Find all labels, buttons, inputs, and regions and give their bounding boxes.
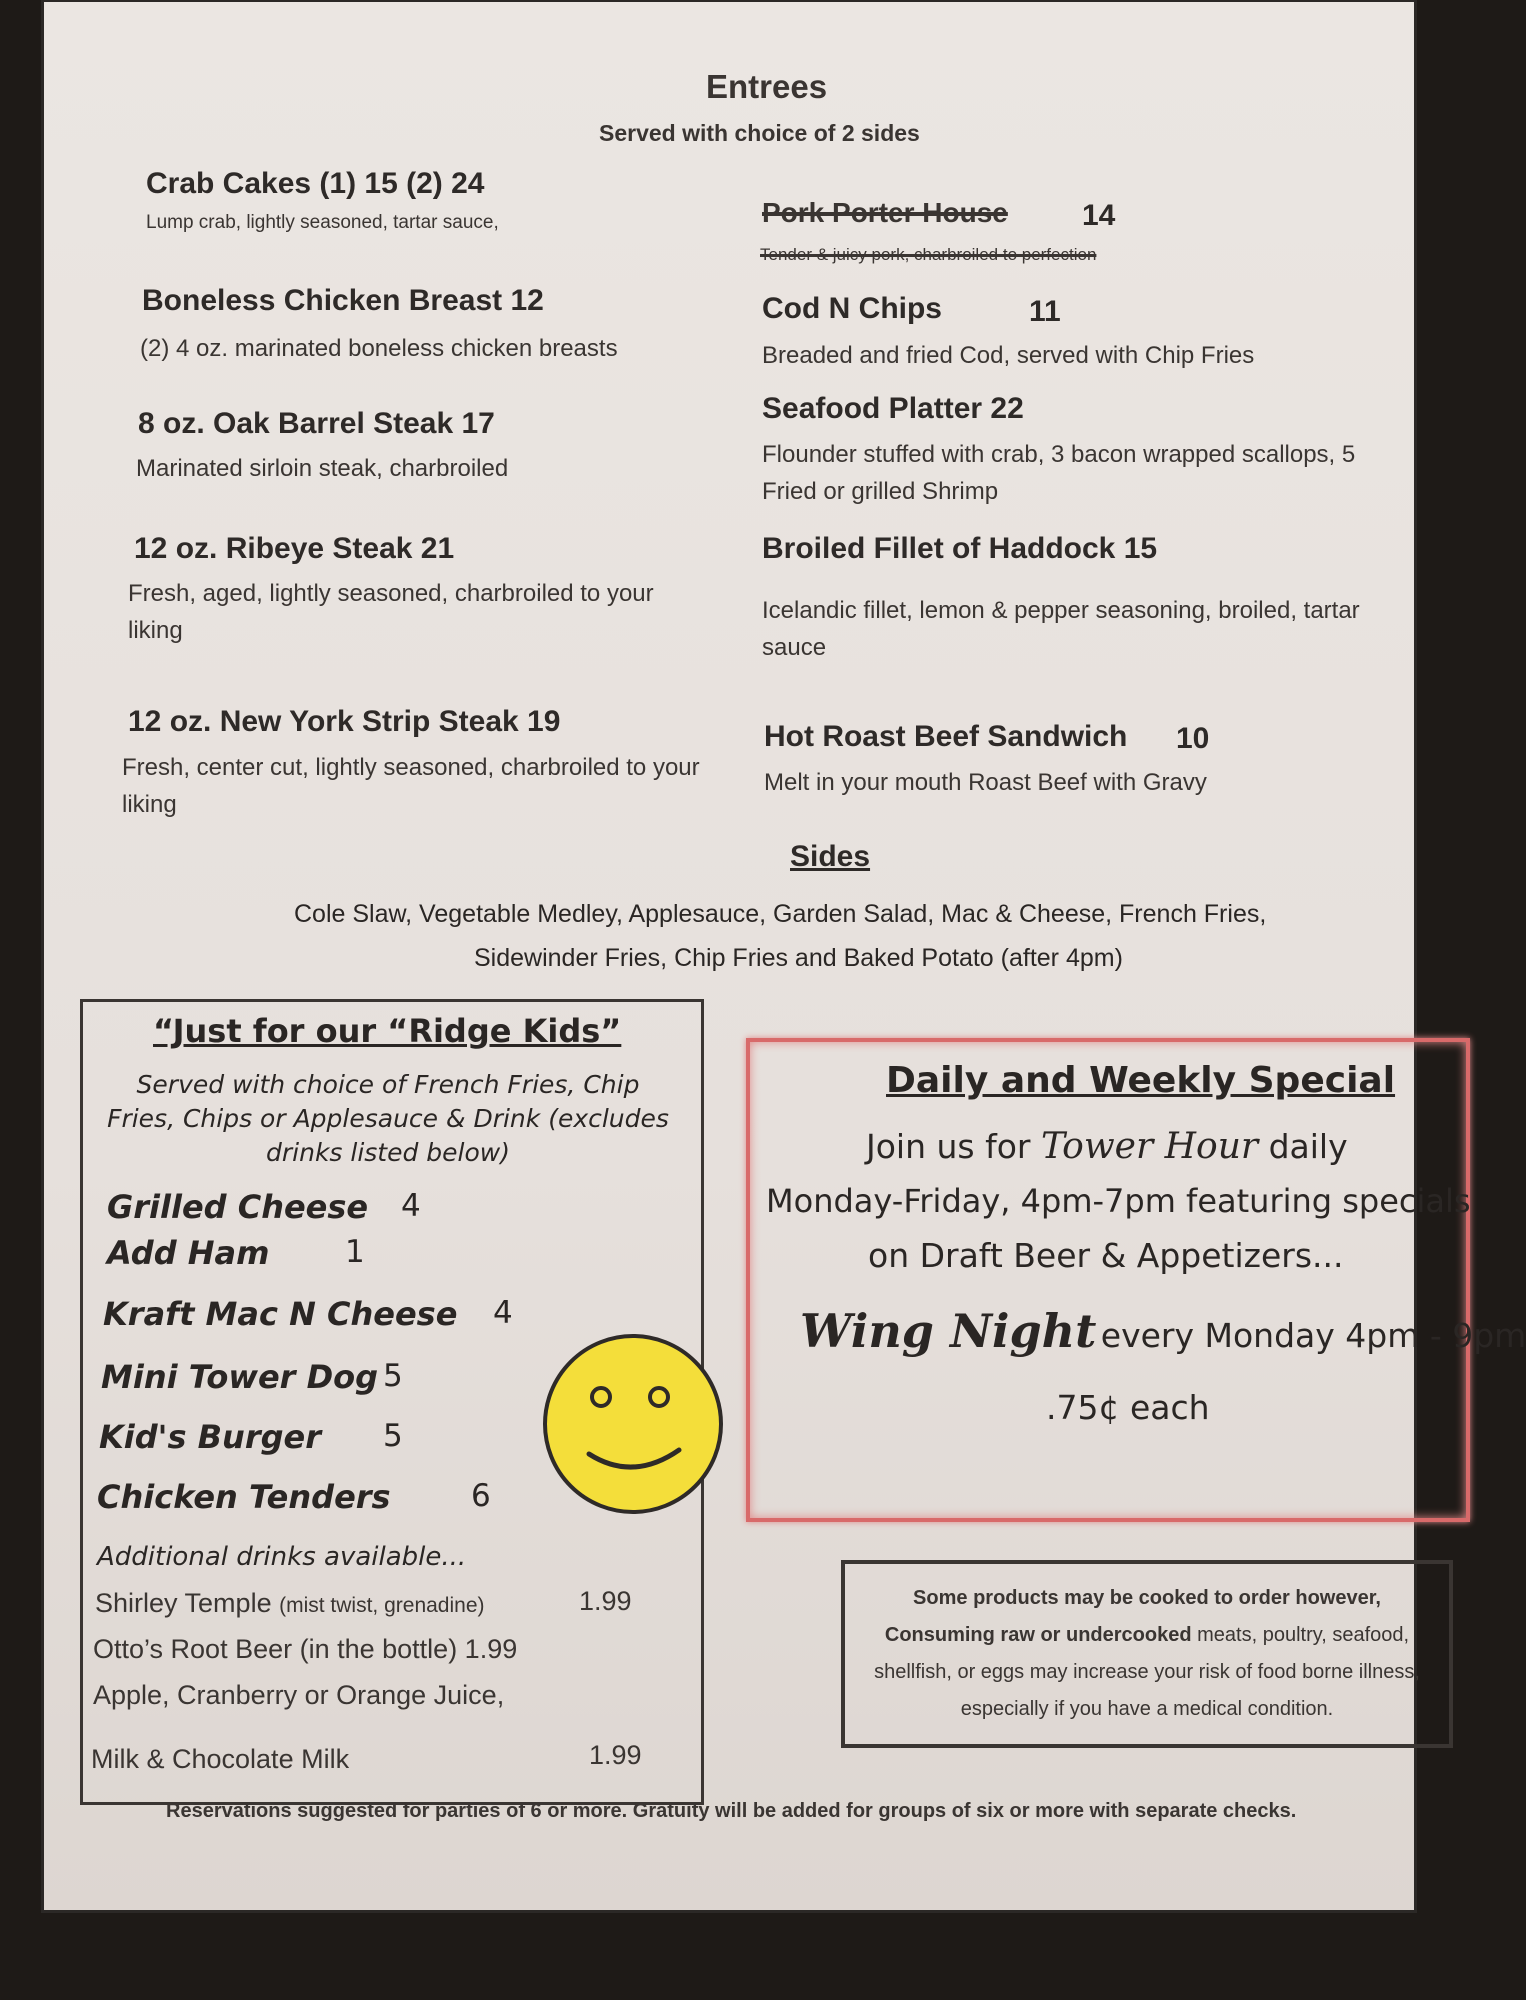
kids-drinks-heading: Additional drinks available... xyxy=(97,1542,467,1572)
kids-drink-note: (mist twist, grenadine) xyxy=(279,1594,485,1617)
kids-item-price: 5 xyxy=(383,1358,403,1394)
kids-item-name: Kraft Mac N Cheese xyxy=(103,1295,458,1333)
entree-desc: Flounder stuffed with crab, 3 bacon wrapped scallops, 5 Fried or grilled Shrimp xyxy=(762,441,1356,505)
kids-drink-name: Apple, Cranberry or Orange Juice, xyxy=(93,1680,505,1710)
entree-desc: Icelandic fillet, lemon & pepper seasoning, broiled, tartar sauce xyxy=(762,597,1360,661)
entree-name: Hot Roast Beef Sandwich xyxy=(764,720,1128,753)
wing-price: .75¢ each xyxy=(1046,1388,1210,1427)
entree-desc: Breaded and fried Cod, served with Chip Fries xyxy=(762,342,1255,369)
entree-name: 8 oz. Oak Barrel Steak 17 xyxy=(138,407,495,440)
entree-desc: (2) 4 oz. marinated boneless chicken breasts xyxy=(140,335,618,362)
entree-desc: Lump crab, lightly seasoned, tartar sauce, xyxy=(146,212,499,233)
wing-night-schedule: every Monday 4pm - 9pm xyxy=(1100,1316,1526,1355)
entree-desc: Fresh, center cut, lightly seasoned, charbroiled to your liking xyxy=(122,754,700,818)
kids-title: “Just for our “Ridge Kids” xyxy=(153,1012,622,1050)
daily-weekly-special-box xyxy=(746,1038,1526,1522)
kids-item-name: Chicken Tenders xyxy=(97,1478,391,1516)
kids-item-name: Kid's Burger xyxy=(99,1418,321,1456)
entree-price: 10 xyxy=(1176,722,1210,755)
page-title: Entrees xyxy=(706,68,828,105)
sides-line-2: Sidewinder Fries, Chip Fries and Baked Potato (after 4pm) xyxy=(474,944,1123,972)
kids-item-name: Mini Tower Dog xyxy=(101,1358,379,1396)
tower-hour-label: Tower Hour xyxy=(1040,1126,1259,1167)
sides-line-1: Cole Slaw, Vegetable Medley, Applesauce, Garden Salad, Mac & Cheese, French Fries, xyxy=(294,900,1267,928)
menu-page xyxy=(44,2,1526,1910)
page-subtitle: Served with choice of 2 sides xyxy=(599,120,920,146)
food-safety-notice xyxy=(841,1560,1453,1748)
kids-item-price: 4 xyxy=(493,1295,513,1331)
food-safety-bold: Some products may be cooked to order however, Consuming raw or undercooked xyxy=(884,1587,1381,1646)
entree-price: 11 xyxy=(1029,295,1061,328)
kids-item-name: Add Ham xyxy=(107,1234,270,1272)
special-line-1 xyxy=(866,1126,1348,1167)
entree-name: Crab Cakes (1) 15 (2) 24 xyxy=(146,167,485,200)
entree-name: Broiled Fillet of Haddock 15 xyxy=(762,532,1158,565)
entree-desc-struck: Tender & juicy pork, charbroiled to perfection xyxy=(760,245,1097,264)
kids-drink-price: 1.99 xyxy=(589,1740,642,1770)
entree-desc: Melt in your mouth Roast Beef with Gravy xyxy=(764,769,1207,796)
kids-drink-name: Milk & Chocolate Milk xyxy=(91,1744,350,1774)
entree-name: 12 oz. Ribeye Steak 21 xyxy=(134,532,455,565)
special-line-2: Monday-Friday, 4pm-7pm featuring specials xyxy=(766,1182,1471,1220)
sides-heading: Sides xyxy=(790,840,871,873)
reservations-footer: Reservations suggested for parties of 6 or more. Gratuity will be added for groups of six or more with separate checks. xyxy=(166,1800,1297,1822)
entree-price: 14 xyxy=(1082,199,1116,232)
entree-desc: Fresh, aged, lightly seasoned, charbroiled to your liking xyxy=(128,580,654,644)
entree-name: 12 oz. New York Strip Steak 19 xyxy=(128,705,561,738)
entree-name: Cod N Chips xyxy=(762,292,942,325)
kids-item-price: 4 xyxy=(401,1188,421,1224)
kids-drink-row xyxy=(95,1588,485,1619)
entree-name: Boneless Chicken Breast 12 xyxy=(142,284,544,317)
entree-desc: Marinated sirloin steak, charbroiled xyxy=(136,455,509,482)
kids-subtitle: Served with choice of French Fries, Chip Fries, Chips or Applesauce & Drink (excludes drinks listed below) xyxy=(107,1070,669,1167)
kids-drink-name: Otto’s Root Beer (in the bottle) 1.99 xyxy=(93,1634,518,1664)
kids-item-price: 5 xyxy=(383,1418,403,1454)
wing-night-line xyxy=(800,1304,1526,1358)
special-title: Daily and Weekly Special xyxy=(886,1060,1396,1101)
food-safety-text xyxy=(857,1580,1437,1728)
kids-item-price: 6 xyxy=(471,1478,491,1514)
entree-name: Seafood Platter 22 xyxy=(762,392,1024,425)
wing-night-label: Wing Night xyxy=(800,1304,1097,1358)
kids-drink-price: 1.99 xyxy=(579,1586,632,1616)
kids-item-price: 1 xyxy=(345,1234,365,1270)
food-safety-rest: meats, poultry, seafood, shellfish, or eggs may increase your risk of food borne illness, especially if you have a medical condition. xyxy=(874,1624,1420,1720)
special-line-3: on Draft Beer & Appetizers... xyxy=(868,1236,1344,1275)
special-line-1-pre: Join us for xyxy=(866,1127,1031,1166)
special-line-1-post: daily xyxy=(1268,1127,1348,1166)
kids-drink-name: Shirley Temple xyxy=(95,1588,272,1618)
smiley-face-icon xyxy=(541,1332,725,1516)
entree-name-struck: Pork Porter House xyxy=(762,197,1008,228)
kids-item-name: Grilled Cheese xyxy=(107,1188,369,1226)
